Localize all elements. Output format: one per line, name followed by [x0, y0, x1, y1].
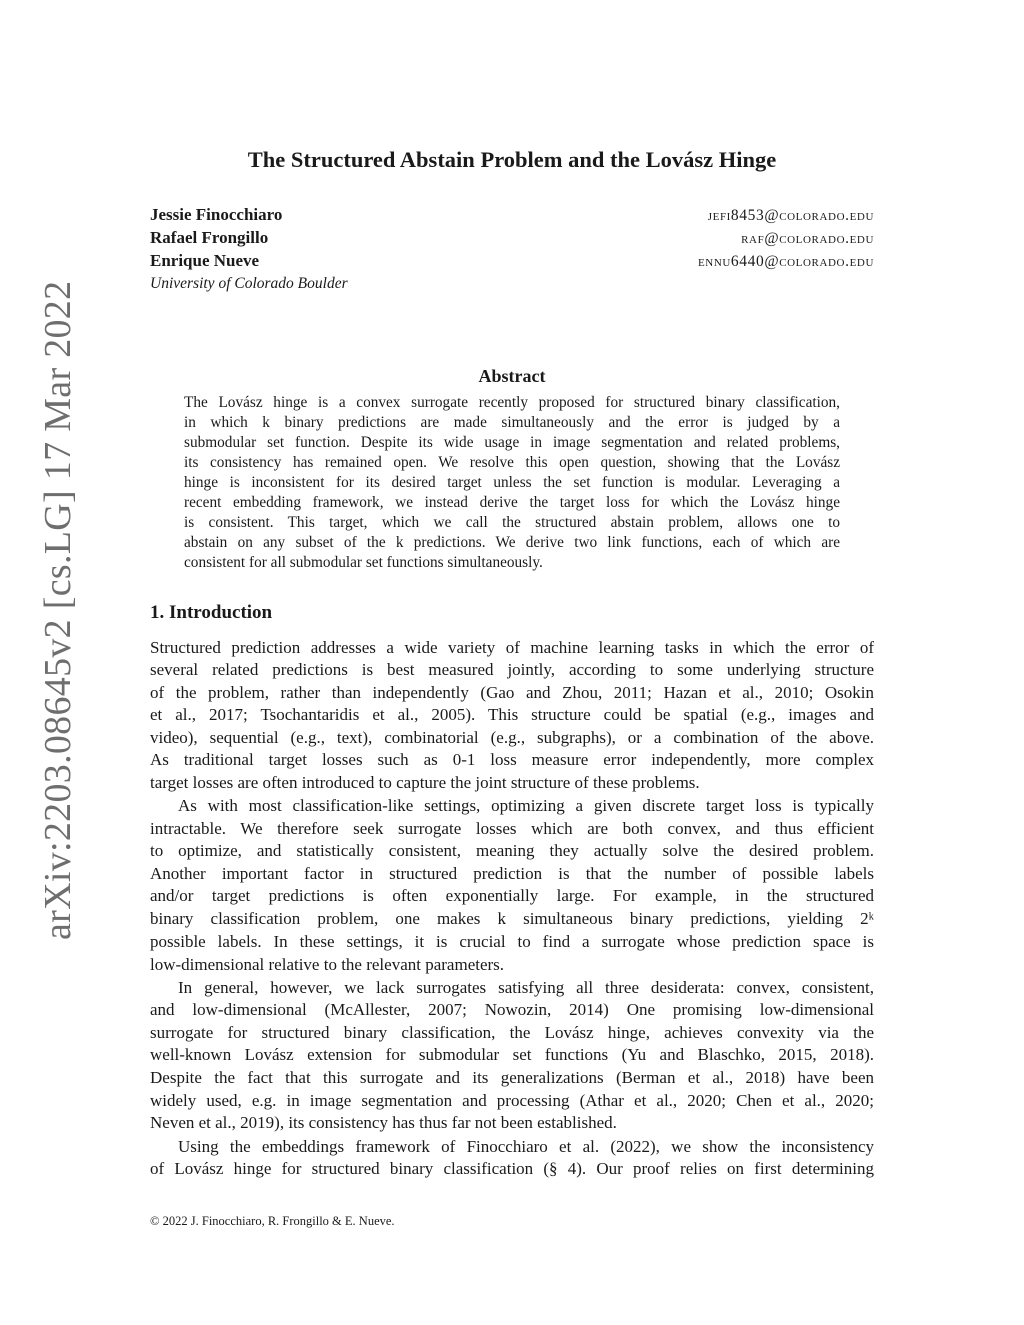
body-line: binary classification problem, one makes k simultaneous binary predictions, yielding 2ᵏ — [150, 909, 874, 928]
body-line: intractable. We therefore seek surrogate losses which are both convex, and thus efficient — [150, 819, 874, 838]
body-line: et al., 2017; Tsochantaridis et al., 2005). This structure could be spatial (e.g., images and — [150, 705, 874, 724]
body-line: and/or target predictions is often exponentially large. For example, in the structured — [150, 886, 874, 905]
abstract-line: hinge is inconsistent for its desired target unless the set function is modular. Leveraging a — [184, 474, 840, 491]
abstract-line: The Lovász hinge is a convex surrogate recently proposed for structured binary classification, — [184, 394, 840, 411]
abstract-line: consistent for all submodular set functions simultaneously. — [184, 554, 543, 571]
body-line: to optimize, and statistically consistent, meaning they actually solve the desired problem. — [150, 841, 874, 860]
section-heading: 1. Introduction — [150, 602, 273, 623]
abstract-line: its consistency has remained open. We resolve this open question, showing that the Lovász — [184, 454, 840, 471]
body-line: In general, however, we lack surrogates satisfying all three desiderata: convex, consistent, — [178, 978, 874, 997]
abstract-line: is consistent. This target, which we call the structured abstain problem, allows one to — [184, 514, 840, 531]
abstract-line: recent embedding framework, we instead derive the target loss for which the Lovász hinge — [184, 494, 840, 511]
body-line: low-dimensional relative to the relevant parameters. — [150, 955, 505, 974]
author-name: Jessie Finocchiaro — [150, 205, 283, 224]
abstract-heading: Abstract — [478, 366, 546, 386]
body-line: Despite the fact that this surrogate and its generalizations (Berman et al., 2018) have been — [150, 1068, 874, 1087]
body-line: As with most classification-like settings, optimizing a given discrete target loss is typically — [178, 796, 874, 815]
body-line: several related predictions is best measured jointly, according to some underlying structure — [150, 660, 874, 679]
body-line: of the problem, rather than independently (Gao and Zhou, 2011; Hazan et al., 2010; Osokin — [150, 683, 874, 702]
author-name: Rafael Frongillo — [150, 228, 269, 247]
body-line: target losses are often introduced to capture the joint structure of these problems. — [150, 773, 700, 792]
affiliation: University of Colorado Boulder — [150, 275, 348, 292]
body-line: and low-dimensional (McAllester, 2007; Nowozin, 2014) One promising low-dimensional — [150, 1000, 874, 1019]
body-line: As traditional target losses such as 0-1 loss measure error independently, more complex — [150, 750, 874, 769]
body-line: widely used, e.g. in image segmentation and processing (Athar et al., 2020; Chen et al., 2020; — [150, 1091, 874, 1110]
abstract-line: submodular set function. Despite its wide usage in image segmentation and related problems, — [184, 434, 840, 451]
author-name: Enrique Nueve — [150, 251, 260, 270]
body-line: Neven et al., 2019), its consistency has thus far not been established. — [150, 1113, 617, 1132]
body-line: video), sequential (e.g., text), combinatorial (e.g., subgraphs), or a combination of the above. — [150, 728, 874, 747]
abstract-line: in which k binary predictions are made simultaneously and the error is judged by a — [184, 414, 840, 431]
body-line: Using the embeddings framework of Finocchiaro et al. (2022), we show the inconsistency — [178, 1137, 874, 1156]
arxiv-identifier: arXiv:2203.08645v2 [cs.LG] 17 Mar 2022 — [37, 280, 79, 940]
author-email[interactable]: ennu6440@colorado.edu — [697, 253, 874, 270]
body-line: surrogate for structured binary classification, the Lovász hinge, achieves convexity via the — [150, 1023, 874, 1042]
body-line: Another important factor in structured prediction is that the number of possible labels — [150, 864, 874, 883]
body-line: of Lovász hinge for structured binary classification (§ 4). Our proof relies on first determining — [150, 1159, 874, 1178]
body-line: Structured prediction addresses a wide variety of machine learning tasks in which the error of — [150, 638, 874, 657]
author-email[interactable]: raf@colorado.edu — [741, 230, 874, 247]
author-email[interactable]: jefi8453@colorado.edu — [707, 207, 874, 224]
paper-title: The Structured Abstain Problem and the Lovász Hinge — [247, 147, 777, 172]
abstract-line: abstain on any subset of the k predictions. We derive two link functions, each of which are — [184, 534, 840, 551]
body-line: possible labels. In these settings, it is crucial to find a surrogate whose prediction space is — [150, 932, 874, 951]
body-line: well-known Lovász extension for submodular set functions (Yu and Blaschko, 2015, 2018). — [150, 1045, 874, 1064]
copyright-footer: © 2022 J. Finocchiaro, R. Frongillo & E. Nueve. — [150, 1214, 395, 1228]
